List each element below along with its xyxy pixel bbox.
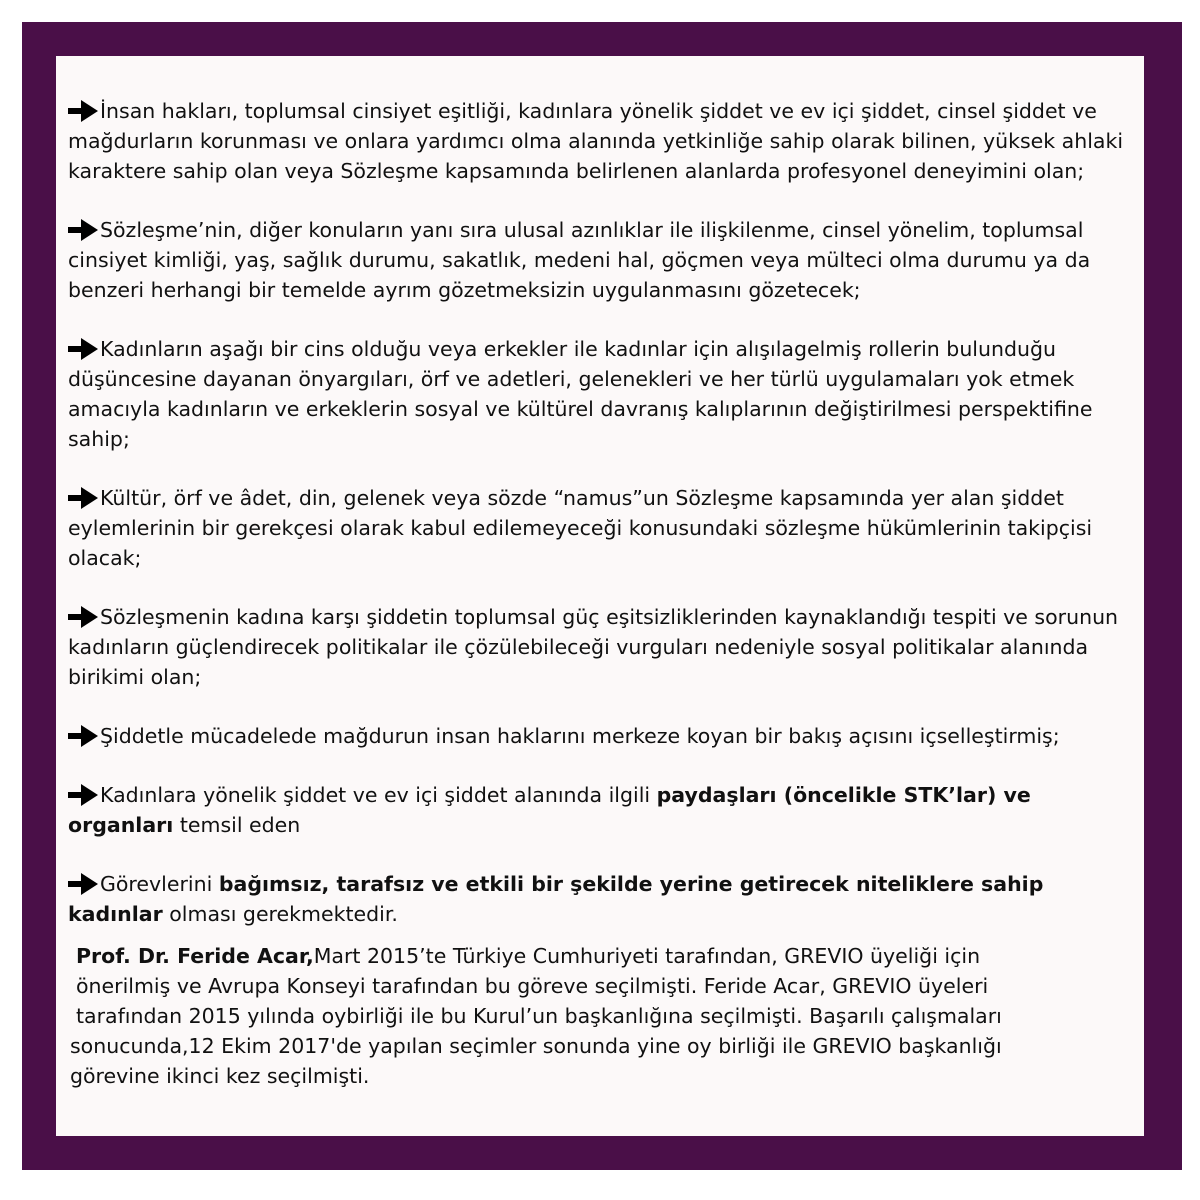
arrow-right-icon (68, 338, 98, 360)
list-item (68, 96, 1140, 186)
arrow-right-icon (68, 725, 98, 747)
arrow-right-icon (68, 784, 98, 806)
list-item (68, 215, 1140, 305)
item-text: Kadınlara yönelik şiddet ve ev içi şiddet alanında ilgili (100, 783, 651, 807)
item-bold-text: paydaşları (öncelikle STK’lar) ve organları (68, 783, 1031, 837)
bio-line: önerilmiş ve Avrupa Konseyi tarafından bu göreve seçilmişti. Feride Acar, GREVIO üyeleri (76, 974, 989, 998)
bio-text: Mart 2015’te Türkiye Cumhuriyeti tarafından, GREVIO üyeliği için (313, 944, 981, 968)
bio-line: görevine ikinci kez seçilmişti. (70, 1064, 370, 1088)
list-item (68, 483, 1140, 573)
arrow-right-icon (68, 219, 98, 241)
list-item (68, 602, 1140, 692)
item-text: Kadınların aşağı bir cins olduğu veya erkekler ile kadınlar için alışılagelmiş rollerin bulunduğu düşüncesine dayanan önyargıları, örf ve adetleri, gelenekleri ve her türlü uygulamaları yok etmek amacıyla kadınların ve erkeklerin sosyal ve kültürel davranış kalıplarının değiştirilmesi perspektifine sahip; (68, 337, 1093, 451)
purple-frame (22, 22, 1182, 1170)
content (68, 96, 1140, 1091)
item-text: Sözleşmenin kadına karşı şiddetin toplumsal güç eşitsizliklerinden kaynaklandığı tespiti ve sorunun kadınların güçlendirecek politikalar ile çözülebileceği vurguları nedeniyle sosyal politikalar alanında birikimi olan; (68, 605, 1119, 689)
arrow-right-icon (68, 487, 98, 509)
item-text: Şiddetle mücadelede mağdurun insan haklarını merkeze koyan bir bakış açısını içselleştirmiş; (100, 724, 1060, 748)
arrow-right-icon (68, 606, 98, 628)
bio-name: Prof. Dr. Feride Acar, (76, 944, 314, 968)
text-panel (56, 56, 1144, 1136)
list-item (68, 869, 1140, 929)
bio-line (68, 941, 1140, 971)
list-item (68, 780, 1140, 840)
arrow-right-icon (68, 873, 98, 895)
bio-line: tarafından 2015 yılında oybirliği ile bu Kurul’un başkanlığına seçilmişti. Başarılı çalışmaları (76, 1004, 1002, 1028)
item-text: temsil eden (179, 813, 301, 837)
arrow-right-icon (68, 100, 98, 122)
list-item (68, 721, 1140, 751)
item-text: Görevlerini (100, 872, 213, 896)
item-text: Sözleşme’nin, diğer konuların yanı sıra ulusal azınlıklar ile ilişkilenme, cinsel yönelim, toplumsal cinsiyet kimliği, yaş, sağlık durumu, sakatlık, medeni hal, göçmen veya mülteci olma durumu ya da benzeri herhangi bir temelde ayrım gözetmeksizin uygulanmasını gözetecek; (68, 218, 1091, 302)
bio-paragraph (68, 941, 1140, 1091)
item-bold-text: bağımsız, tarafsız ve etkili bir şekilde yerine getirecek niteliklere sahip kadınlar (68, 872, 1044, 926)
list-item (68, 334, 1140, 454)
item-text: olması gerekmektedir. (169, 902, 398, 926)
item-text: İnsan hakları, toplumsal cinsiyet eşitliği, kadınlara yönelik şiddet ve ev içi şiddet, cinsel şiddet ve mağdurların korunması ve onlara yardımcı olma alanında yetkinliğe sahip olarak bilinen, yüksek ahlaki karaktere sahip olan veya Sözleşme kapsamında belirlenen alanlarda profesyonel deneyimini olan; (68, 99, 1124, 183)
item-text: Kültür, örf ve âdet, din, gelenek veya sözde “namus”un Sözleşme kapsamında yer alan şiddet eylemlerinin bir gerekçesi olarak kabul edilemeyeceği konusundaki sözleşme hükümlerinin takipçisi olacak; (68, 486, 1093, 570)
bio-line: sonucunda,12 Ekim 2017'de yapılan seçimler sonunda yine oy birliği ile GREVIO başkanlığı (70, 1034, 1002, 1058)
